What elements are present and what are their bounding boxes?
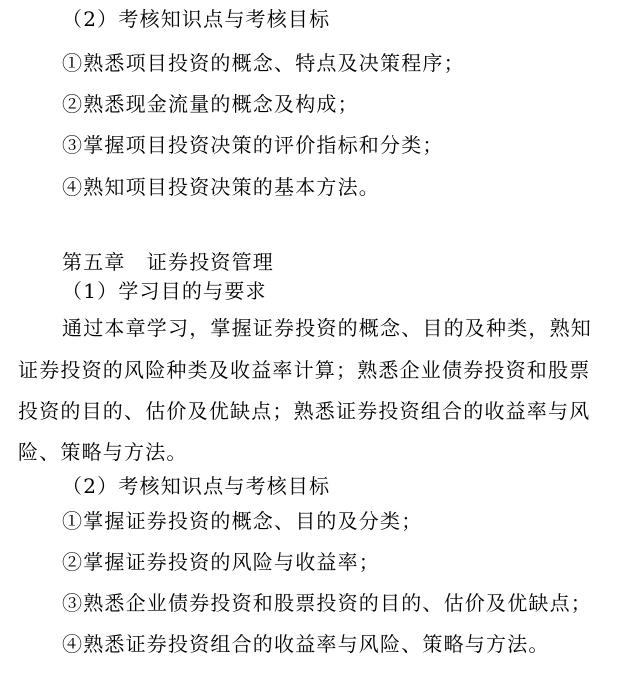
- chapter-title: 第五章 证券投资管理: [62, 250, 274, 274]
- list-item: ③掌握项目投资决策的评价指标和分类；: [62, 133, 444, 157]
- paragraph-line: 证券投资的风险种类及收益率计算；熟悉企业债券投资和股票: [18, 358, 591, 382]
- paragraph-line: 通过本章学习，掌握证券投资的概念、目的及种类，熟知: [62, 316, 592, 340]
- list-item: ②掌握证券投资的风险与收益率；: [62, 550, 380, 574]
- section-heading-objectives-prev: （2）考核知识点与考核目标: [62, 7, 331, 31]
- list-item: ②熟悉现金流量的概念及构成；: [62, 92, 359, 116]
- paragraph-line: 投资的目的、估价及优缺点；熟悉证券投资组合的收益率与风: [18, 399, 591, 423]
- list-item: ④熟悉证券投资组合的收益率与风险、策略与方法。: [62, 632, 550, 656]
- list-item: ④熟知项目投资决策的基本方法。: [62, 175, 380, 199]
- list-item: ①掌握证券投资的概念、目的及分类；: [62, 509, 423, 533]
- section-heading-objectives: （2）考核知识点与考核目标: [62, 474, 331, 498]
- list-item: ①熟悉项目投资的概念、特点及决策程序；: [62, 51, 465, 75]
- paragraph-line: 险、策略与方法。: [18, 440, 188, 464]
- section-heading-purpose: （1）学习目的与要求: [62, 279, 267, 303]
- list-item: ③熟悉企业债券投资和股票投资的目的、估价及优缺点；: [62, 591, 592, 615]
